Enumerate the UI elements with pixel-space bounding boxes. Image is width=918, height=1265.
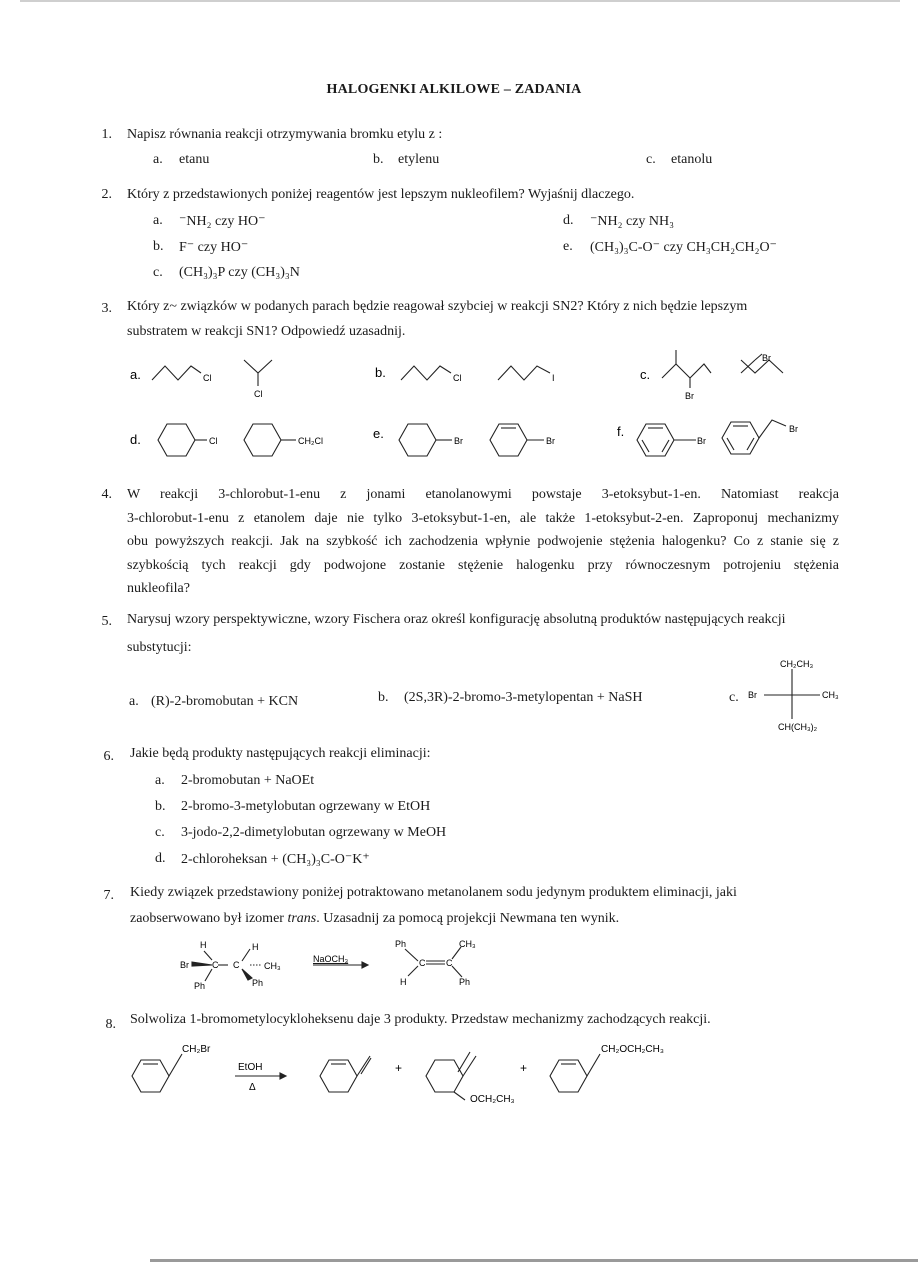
q3e-br-2: Br <box>546 436 555 446</box>
q3d-ch2cl: CH₂Cl <box>298 436 323 446</box>
q2-item-a-letter: a. <box>153 213 163 228</box>
q3e-br-1: Br <box>454 436 463 446</box>
q5-item-a-letter: a. <box>129 694 139 709</box>
q8-plus-2: + <box>520 1061 528 1075</box>
q6-item-d-letter: d. <box>155 851 166 866</box>
q2-item-a-text: ⁻NH₂ czy HO⁻ <box>179 214 266 229</box>
q6-item-d-text: 2-chloroheksan + (CH₃)₃C-O⁻K⁺ <box>181 852 370 867</box>
q3-structures <box>0 340 918 475</box>
q6-item-c-text: 3-jodo-2,2-dimetylobutan ogrzewany w MeOH <box>181 825 447 840</box>
q5-item-b-text: (2S,3R)-2-bromo-3-metylopentan + NaSH <box>404 690 643 705</box>
q6-item-b-text: 2-bromo-3-metylobutan ogrzewany w EtOH <box>181 799 431 814</box>
question-7-line-2 <box>130 911 619 927</box>
q1-item-c-text: etanolu <box>671 152 713 167</box>
q8-reaction-scheme <box>120 1030 720 1110</box>
q4-line-3: obu powyższych reakcji. Jak na szybkość ich zachodzenia wpłynie podwojenie stężenia halogenku? Co z stanie się z <box>127 534 839 549</box>
q7-line-2c: . Uzasadnij za pomocą projekcji Newmana ten wynik. <box>316 911 620 926</box>
question-3-number: 3. <box>101 301 112 316</box>
scan-bottom-edge <box>150 1259 918 1262</box>
q4-line-2: 3-chlorobut-1-enu z etanolem daje nie tylko 3-etoksybut-1-en, ale także 1-etoksybut-2-en. Zaproponuj mechanizmy <box>127 510 839 526</box>
q5c-top: CH₂CH₃ <box>780 659 814 669</box>
q6-item-b-letter: b. <box>155 799 166 814</box>
q7r-ph2: Ph <box>252 978 264 988</box>
q1-item-b-letter: b. <box>373 152 384 167</box>
question-6-number: 6. <box>103 749 114 764</box>
question-5-line-1: Narysuj wzory perspektywiczne, wzory Fischera oraz określ konfigurację absolutną produktów następujących reakcji <box>127 612 786 627</box>
q5-item-c-letter: c. <box>729 690 739 705</box>
q6-item-a-text: 2-bromobutan + NaOEt <box>181 773 315 788</box>
q8-reagent-bottom: Δ <box>249 1082 256 1093</box>
q8-product-3-group: CH₂OCH₂CH₃ <box>601 1044 664 1055</box>
q3b-chain-2 <box>498 366 550 380</box>
question-8-text: Solwoliza 1-bromometylocykloheksenu daje 3 produkty. Przedstaw mechanizmy zachodzących reakcji. <box>130 1012 711 1027</box>
q8-product-3-ring <box>550 1060 587 1092</box>
question-8-number: 8. <box>105 1017 116 1032</box>
q7r-c1: C <box>212 960 219 970</box>
q3-label-f: f. <box>617 424 625 439</box>
q5c-bottom: CH(CH₃)₂ <box>778 722 818 732</box>
q1-item-a-text: etanu <box>179 152 210 167</box>
q7r-c2: C <box>233 960 240 970</box>
q1-item-b-text: etylenu <box>398 152 440 167</box>
question-2-number: 2. <box>101 187 112 202</box>
q7r-ch3: CH₃ <box>264 961 281 971</box>
q2-item-b-text: F⁻ czy HO⁻ <box>179 240 249 255</box>
q5-item-b-letter: b. <box>378 690 389 705</box>
q8-reactant-group: CH₂Br <box>182 1044 211 1055</box>
q4-line-4: szybkością tych reakcji gdy podwojone zostanie stężenie halogenku przy równoczesnym potrojeniu stężenia <box>127 557 839 573</box>
question-7-number: 7. <box>103 888 114 903</box>
q7p-c1: C <box>419 958 426 968</box>
q3b-i: I <box>552 373 555 383</box>
q4-line-5: nukleofila? <box>127 581 190 596</box>
q7p-ph1: Ph <box>395 939 407 949</box>
question-2-text: Który z przedstawionych poniżej reagentów jest lepszym nukleofilem? Wyjaśnij dlaczego. <box>127 187 635 202</box>
q3-label-d: d. <box>130 432 141 447</box>
q7r-h1: H <box>200 940 207 950</box>
q2-item-d-letter: d. <box>563 213 574 228</box>
question-5-number: 5. <box>101 614 112 629</box>
q7p-ch3: CH₃ <box>459 939 476 949</box>
q2-item-d-text: ⁻NH₂ czy NH₃ <box>590 214 675 229</box>
q3a-chain-1 <box>152 366 201 380</box>
q6-item-a-letter: a. <box>155 773 165 788</box>
q5c-left: Br <box>748 690 757 700</box>
q1-item-a-letter: a. <box>153 152 163 167</box>
q3d-ring-2 <box>244 424 281 456</box>
question-1-text: Napisz równania reakcji otrzymywania bromku etylu z : <box>127 127 443 142</box>
q3d-cl: Cl <box>209 436 218 446</box>
q8-product-1-ring <box>320 1060 357 1092</box>
q5-item-a-text: (R)-2-bromobutan + KCN <box>151 694 299 709</box>
q7r-br: Br <box>180 960 189 970</box>
q1-item-c-letter: c. <box>646 152 656 167</box>
q3e-ring-1 <box>399 424 436 456</box>
question-5-line-2: substytucji: <box>127 640 192 655</box>
question-4-text <box>127 483 839 601</box>
q7-line-2a: zaobserwowano był izomer <box>130 911 288 926</box>
question-7-line-1: Kiedy związek przedstawiony poniżej potraktowano metanolanem sodu jedynym produktem eliminacji, jaki <box>130 885 737 900</box>
q8-reagent-top: EtOH <box>238 1062 263 1073</box>
q3a-chain-2 <box>244 360 272 373</box>
question-1-number: 1. <box>101 127 112 142</box>
q2-item-e-letter: e. <box>563 239 573 254</box>
q3-label-a: a. <box>130 367 141 382</box>
q5-fischer-projection <box>740 655 850 735</box>
q7-trans-word: trans <box>287 911 317 926</box>
question-6-text: Jakie będą produkty następujących reakcji eliminacji: <box>130 746 431 761</box>
q3c-chain-1 <box>662 364 711 378</box>
q3e-ring-2 <box>490 424 527 456</box>
q3b-chain-1 <box>401 366 451 380</box>
q3c-br-2: Br <box>762 353 771 363</box>
q7p-h: H <box>400 977 407 987</box>
q7p-ph2: Ph <box>459 977 471 987</box>
q2-item-b-letter: b. <box>153 239 164 254</box>
q8-product-2-ring <box>426 1060 463 1092</box>
q4-line-1: W reakcji 3-chlorobut-1-enu z jonami etanolanowymi powstaje 3-etoksybut-1-en. Natomiast reakcja <box>127 487 839 502</box>
q2-item-c-letter: c. <box>153 265 163 280</box>
q7-reaction-scheme <box>170 935 500 1005</box>
question-3-line-2: substratem w reakcji SN1? Odpowiedź uzasadnij. <box>127 324 406 339</box>
scan-top-edge <box>20 0 900 2</box>
q2-item-c-text: (CH₃)₃P czy (CH₃)₃N <box>179 265 300 280</box>
q3c-br-1: Br <box>685 391 694 401</box>
q3a-cl-1: Cl <box>203 373 212 383</box>
q7p-c2: C <box>446 958 453 968</box>
q6-item-c-letter: c. <box>155 825 165 840</box>
q3b-cl: Cl <box>453 373 462 383</box>
question-3-line-1: Który z~ związków w podanych parach będzie reagował szybciej w reakcji SN2? Który z nich będzie lepszym <box>127 299 748 314</box>
q7r-h2: H <box>252 942 259 952</box>
q3f-br-1: Br <box>697 436 706 446</box>
q8-plus-1: + <box>395 1061 403 1075</box>
q3a-cl-2: Cl <box>254 389 263 399</box>
q8-product-2-group: OCH₂CH₃ <box>470 1094 515 1105</box>
q3-label-e: e. <box>373 426 384 441</box>
q3f-br-2: Br <box>789 424 798 434</box>
q3-label-b: b. <box>375 365 386 380</box>
page-title: HALOGENKI ALKILOWE – ZADANIA <box>326 82 582 97</box>
question-4-number: 4. <box>101 487 112 502</box>
q8-reactant-ring <box>132 1060 169 1092</box>
q7r-ph1: Ph <box>194 981 206 991</box>
q2-item-e-text: (CH₃)₃C-O⁻ czy CH₃CH₂CH₂O⁻ <box>590 240 777 255</box>
q5c-right: CH₃ <box>822 690 839 700</box>
q3-label-c: c. <box>640 367 651 382</box>
q3d-ring-1 <box>158 424 195 456</box>
q7-reagent: NaOCH₃ <box>313 954 349 964</box>
